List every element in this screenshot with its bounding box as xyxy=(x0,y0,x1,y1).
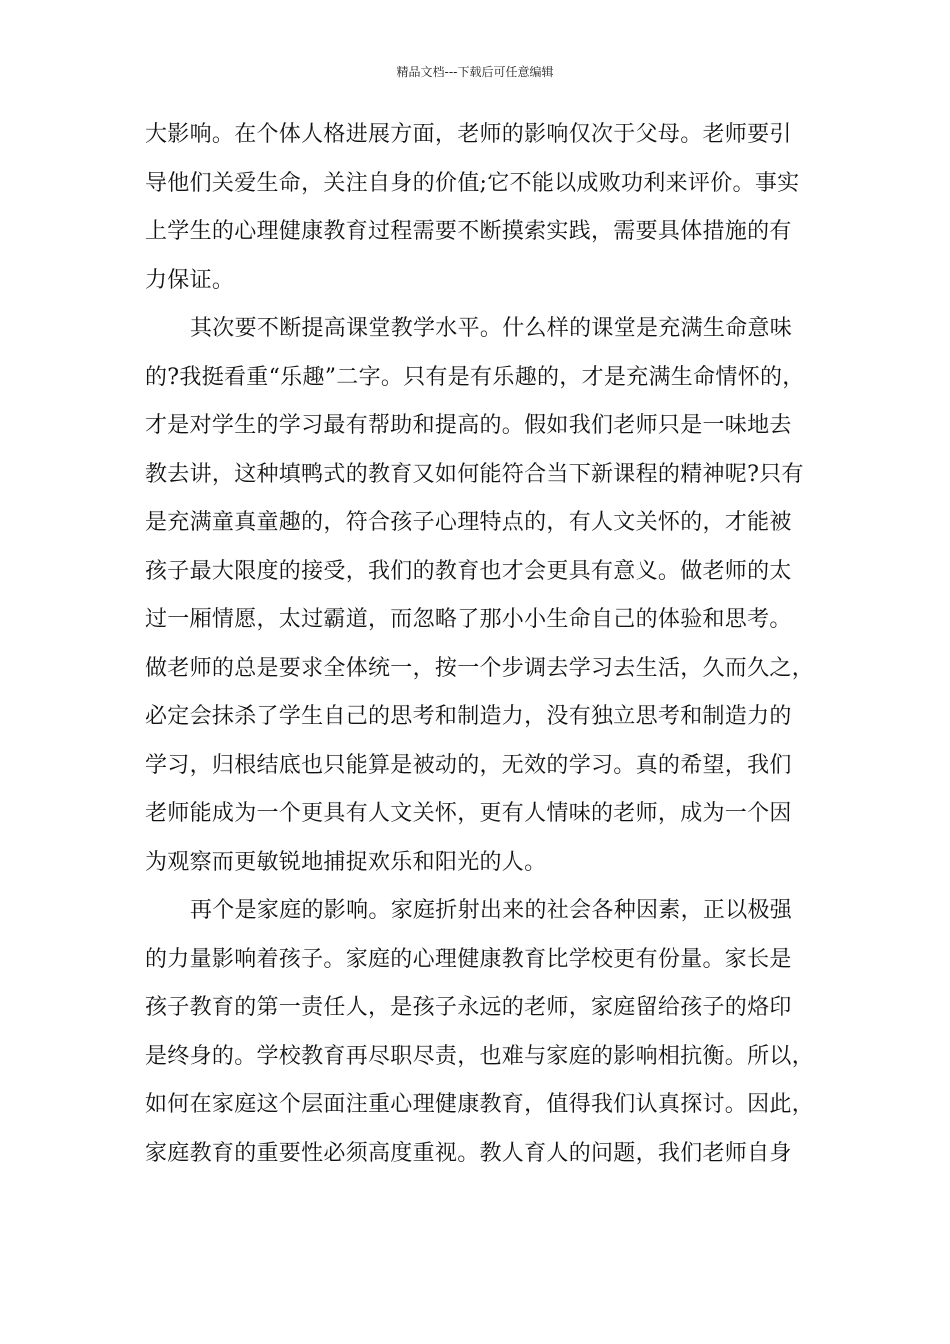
text-line: 家庭教育的重要性必须高度重视。教人育人的问题，我们老师自身 xyxy=(145,1140,792,1166)
text-line: 为观察而更敏锐地捕捉欢乐和阳光的人。 xyxy=(145,849,547,875)
text-line: 再个是家庭的影响。家庭折射出来的社会各种因素，正以极强 xyxy=(190,898,793,923)
paragraph xyxy=(145,305,825,887)
text-line: 如何在家庭这个层面注重心理健康教育，值得我们认真探讨。因此， xyxy=(145,1092,815,1117)
text-line: 其次要不断提高课堂教学水平。什么样的课堂是充满生命意味 xyxy=(190,316,793,341)
text-line: 必定会抹杀了学生自己的思考和制造力，没有独立思考和制造力的 xyxy=(145,704,792,729)
text-line: 过一厢情愿，太过霸道，而忽略了那小小生命自己的体验和思考。 xyxy=(145,607,792,632)
text-line: 才是对学生的学习最有帮助和提高的。假如我们老师只是一味地去 xyxy=(145,413,792,438)
text-line: 学习，归根结底也只能算是被动的，无效的学习。真的希望，我们 xyxy=(145,752,792,778)
text-line: 上学生的心理健康教育过程需要不断摸索实践，需要具体措施的有 xyxy=(145,219,792,244)
text-line: 大影响。在个体人格进展方面，老师的影响仅次于父母。老师要引 xyxy=(145,122,792,147)
text-line: 的?我挺看重“乐趣”二字。只有是有乐趣的，才是充满生命情怀的， xyxy=(145,364,805,390)
text-line: 导他们关爱生命，关注自身的价值;它不能以成败功利来评价。事实 xyxy=(145,170,800,196)
text-line: 是充满童真童趣的，符合孩子心理特点的，有人文关怀的，才能被 xyxy=(145,510,792,535)
page-header: 精品文档---下载后可任意编辑 xyxy=(396,65,554,79)
text-line: 力保证。 xyxy=(145,267,235,293)
text-line: 教去讲，这种填鸭式的教育又如何能符合当下新课程的精神呢?只有 xyxy=(145,461,804,487)
text-line: 是终身的。学校教育再尽职尽责，也难与家庭的影响相抗衡。所以， xyxy=(145,1043,815,1069)
paragraph xyxy=(145,887,825,1178)
text-line: 孩子教育的第一责任人，是孩子永远的老师，家庭留给孩子的烙印 xyxy=(145,995,792,1020)
text-line: 孩子最大限度的接受，我们的教育也才会更具有意义。做老师的太 xyxy=(145,558,792,584)
document-body xyxy=(145,111,825,1178)
text-line: 老师能成为一个更具有人文关怀，更有人情味的老师，成为一个因 xyxy=(145,801,792,826)
paragraph xyxy=(145,111,825,305)
text-line: 的力量影响着孩子。家庭的心理健康教育比学校更有份量。家长是 xyxy=(145,946,792,972)
text-line: 做老师的总是要求全体统一，按一个步调去学习去生活，久而久之， xyxy=(145,655,815,681)
